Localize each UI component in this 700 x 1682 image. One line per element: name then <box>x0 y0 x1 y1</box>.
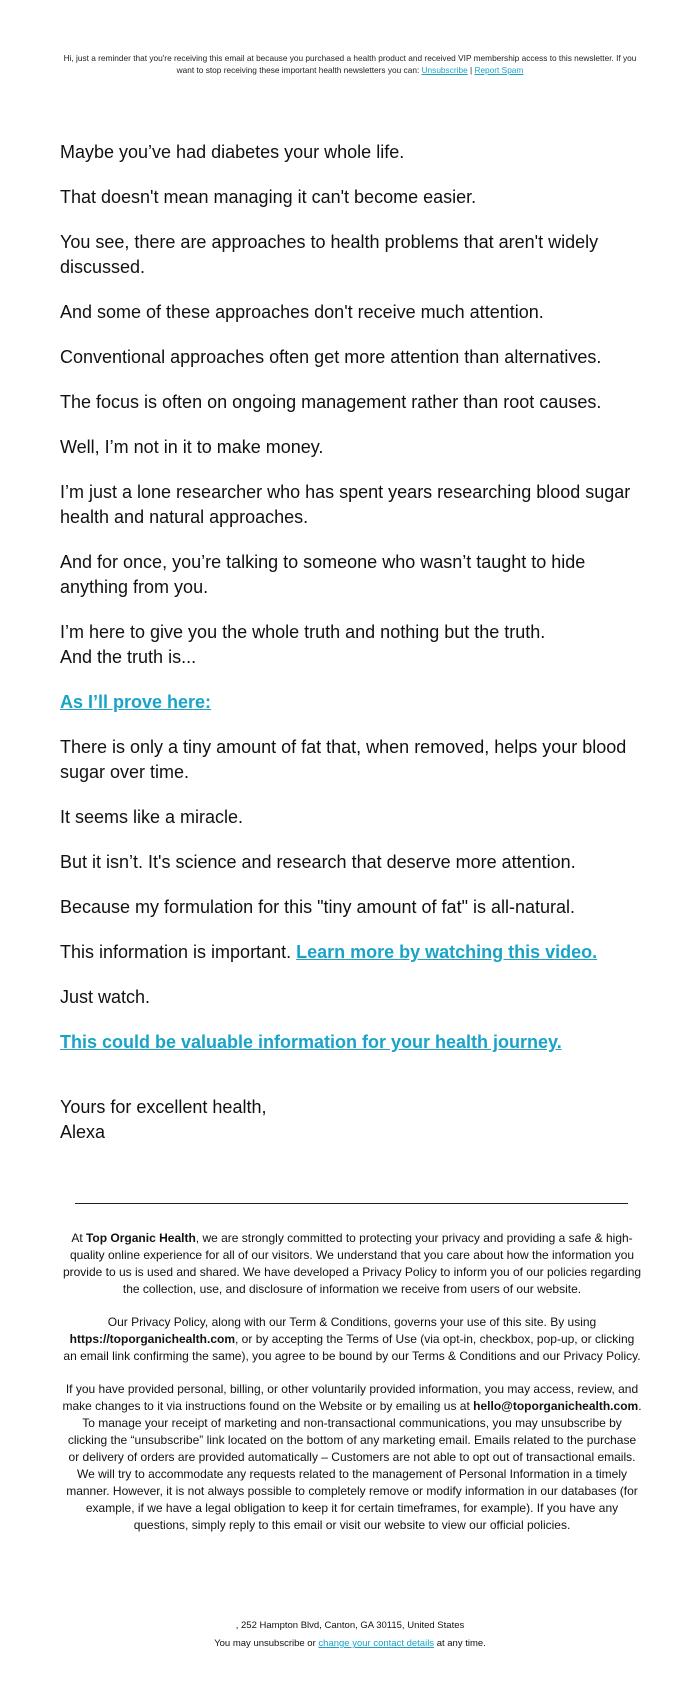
unsubscribe-line <box>60 1635 640 1653</box>
body-paragraph: Maybe you’ve had diabetes your whole life. <box>60 142 405 162</box>
body-paragraph: There is only a tiny amount of fat that, when removed, helps your blood sugar over time. <box>60 737 627 782</box>
footer-text: You may unsubscribe or <box>214 1638 319 1649</box>
signature: Alexa <box>60 1122 106 1142</box>
body-paragraph: But it isn’t. It's science and research that deserve more attention. <box>60 852 576 872</box>
video-paragraph <box>60 940 650 965</box>
legal-text: At <box>71 1231 86 1245</box>
legal-text: , we are strongly committed to protecting your privacy and providing a safe & high-quality online experience for all of our visitors. We understand that you care about how the information you provide to us is used and shared. We have developed a Privacy Policy to inform you of our policies regarding the collection, use, and disclosure of information we receive from users of our website. <box>62 1231 642 1296</box>
signoff: Yours for excellent health, <box>60 1097 267 1117</box>
body-paragraph: I’m just a lone researcher who has spent years researching blood sugar health and natural approaches. <box>60 482 631 527</box>
prove-link-paragraph <box>60 690 650 715</box>
legal-text: . To manage your receipt of marketing and non-transactional communications, you may unsubscribe by clicking the “unsubscribe” link located on the bottom of any marketing email. Emails related to the purchase or delivery of orders are provided automatically – Customers are not able to opt out of transactional emails. We will try to accommodate any requests related to the management of Personal Information in a timely manner. However, it is not always possible to completely remove or modify information in our databases (for example, if we have a legal obligation to keep it for certain timeframes, for example). If you have any questions, simply reply to this email or visit our website to view our official policies. <box>66 1399 642 1532</box>
preheader-separator: | <box>467 65 475 75</box>
body-paragraph-truth <box>60 620 650 670</box>
site-url: https://toporganichealth.com <box>69 1332 236 1346</box>
legal-paragraph-3 <box>62 1381 642 1534</box>
signoff-block <box>60 1095 650 1145</box>
watch-video-link[interactable]: Learn more by watching this video. <box>296 942 598 962</box>
truth-line-2: And the truth is... <box>60 647 197 667</box>
body-paragraph: You see, there are approaches to health problems that aren't widely discussed. <box>60 232 599 277</box>
valuable-info-link[interactable]: This could be valuable information for your health journey. <box>60 1032 562 1052</box>
body-paragraph: Well, I’m not in it to make money. <box>60 437 324 457</box>
footer-text: at any time. <box>434 1638 486 1649</box>
legal-paragraph-2 <box>62 1314 642 1365</box>
legal-text: Our Privacy Policy, along with our Term & Conditions, governs your use of this site. By using <box>107 1315 597 1329</box>
truth-line-1: I’m here to give you the whole truth and nothing but the truth. <box>60 622 546 642</box>
privacy-legal-text <box>62 1230 642 1550</box>
prove-link[interactable]: As I’ll prove here: <box>60 692 212 712</box>
body-paragraph: And for once, you’re talking to someone who wasn’t taught to hide anything from you. <box>60 552 586 597</box>
body-paragraph: That doesn't mean managing it can't become easier. <box>60 187 477 207</box>
video-lead-text: This information is important. <box>60 942 297 962</box>
preheader-text: Hi, just a reminder that you're receiving this email at because you purchased a health product and received VIP membership access to this newsletter. If you want to stop receiving these important health newsletters you can: <box>63 53 637 75</box>
body-paragraph: Because my formulation for this "tiny amount of fat" is all-natural. <box>60 897 576 917</box>
contact-email: hello@toporganichealth.com <box>473 1399 639 1413</box>
legal-text: , or by accepting the Terms of Use (via opt-in, checkbox, pop-up, or clicking an email link confirming the same), you agree to be bound by our Terms & Conditions and our Privacy Policy. <box>63 1332 641 1363</box>
legal-paragraph-1 <box>62 1230 642 1298</box>
preheader-notice <box>60 52 640 76</box>
body-paragraph: And some of these approaches don't receive much attention. <box>60 302 544 322</box>
footer-divider <box>75 1203 628 1204</box>
email-body <box>60 140 650 1165</box>
report-spam-link[interactable]: Report Spam <box>474 65 524 75</box>
email-footer <box>60 1617 640 1653</box>
unsubscribe-link[interactable]: Unsubscribe <box>421 65 468 75</box>
body-paragraph: The focus is often on ongoing management rather than root causes. <box>60 392 602 412</box>
change-contact-link[interactable]: change your contact details <box>318 1638 435 1649</box>
mailing-address: , 252 Hampton Blvd, Canton, GA 30115, United States <box>235 1620 465 1631</box>
body-paragraph: It seems like a miracle. <box>60 807 244 827</box>
valuable-link-paragraph <box>60 1030 650 1055</box>
company-name: Top Organic Health <box>85 1231 196 1245</box>
body-paragraph: Just watch. <box>60 987 151 1007</box>
body-paragraph: Conventional approaches often get more attention than alternatives. <box>60 347 602 367</box>
legal-text: If you have provided personal, billing, or other voluntarily provided information, you may access, review, and make changes to it via instructions found on the Website or by emailing us at <box>62 1382 639 1413</box>
